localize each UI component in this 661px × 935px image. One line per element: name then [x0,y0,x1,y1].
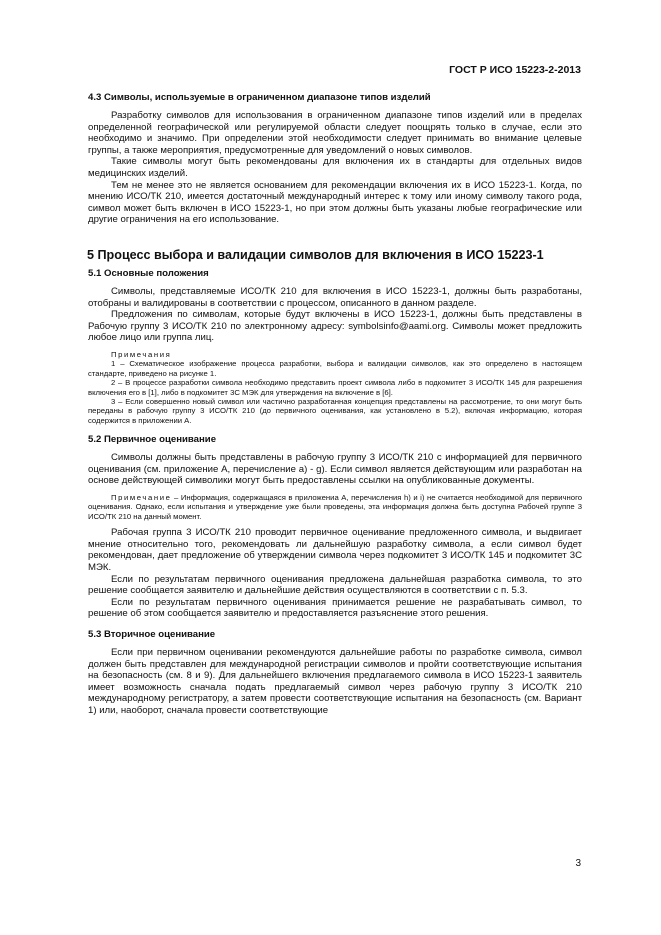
heading-5: 5 Процесс выбора и валидации символов для включения в ИСО 15223-1 [87,247,544,262]
note [88,493,582,521]
notes-title: Примечания [111,349,172,359]
paragraph: Если при первичном оценивании рекомендуются дальнейшие работы по разработке символа, символ должен быть представлен для международной регистрации символов и пройти соответствующие испытания на безопасность (см. 8 и 9). Для дальнейшего включения предлагаемого символа в ИСО 15223-1 заявитель имеет возможность сначала подать предлагаемый символ через рабочую группу 3 ИСО/ТК 210 международному регистратору, а затем провести соответствующие испытания на безопасность (см. Вариант 1) или, наоборот, сначала провести соответствующие [88,646,582,716]
paragraph: Если по результатам первичного оценивания принимается решение не разрабатывать символ, то решение об этом сообщается заявителю и предоставляется разъяснение этого решения. [88,596,582,620]
paragraph: Тем не менее это не является основанием для рекомендации включения их в ИСО 15223-1. Когда, по мнению ИСО/ТК 210, имеется достаточный международный интерес к тому или иному символу такого рода, символ может быть включен в ИСО 15223-1, но при этом должны быть указаны любые географические или другие ограничения на его использование. [88,179,582,226]
heading-5-3: 5.3 Вторичное оценивание [88,628,216,640]
page-content [88,92,582,716]
paragraph: Символы, представляемые ИСО/ТК 210 для включения в ИСО 15223-1, должны быть разработаны, отобраны и валидированы в соответствии с процессом, описанного в данном разделе. [88,285,582,309]
note-label: Примечание [111,492,172,502]
paragraph: Предложения по символам, которые будут включены в ИСО 15223-1, должны быть представлены в Рабочую группу 3 ИСО/ТК 210 по электронному адресу: symbolsinfo@aami.org. Символы может предложить любое лицо или группа лиц. [88,309,582,344]
note-3: 3 – Если совершенно новый символ или частично разработанная концепция представлены на рассмотрение, то они могут быть переданы в рабочую группу 3 ИСО/ТК 210 (до первичного оценивания, как установлено в 5.2), включая информацию, которая содержится в приложении А. [88,396,582,425]
paragraph: Символы должны быть представлены в рабочую группу 3 ИСО/ТК 210 с информацией для первичного оценивания (см. приложение А, перечисление а) - g). Если символ является действующим или разработан на основе действующей символики могут быть предоставлены ссылки на опубликованные документы. [88,452,582,487]
note-1: 1 – Схематическое изображение процесса разработки, выбора и валидации символов, как это определено в настоящем стандарте, приведено на рисунке 1. [88,359,582,378]
paragraph: Такие символы могут быть рекомендованы для включения их в стандарты для отдельных видов медицинских изделий. [88,156,582,179]
heading-4-3: 4.3 Символы, используемые в ограниченном диапазоне типов изделий [88,92,431,103]
paragraph: Если по результатам первичного оценивания предложена дальнейшая разработка символа, то это решение сообщается заявителю и дальнейшие действия осуществляются в соответствии с п. 5.3. [88,573,582,597]
note-text: – Информация, содержащаяся в приложениа А, перечисления h) и i) не считается необходимой для первичного оценивания. Однако, если испытания и утверждение уже были проведены, эта информация должна быть доступна Рабочей группе 3 ИСО/ТК 210 на данный момент. [88,492,582,521]
paragraph: Разработку символов для использования в ограниченном диапазоне типов изделий или в пределах определенной географической или регулируемой области следует поощрять только в случае, если это необходимо и значимо. При определении этой необходимости следует принимать во внимание целевые группы, а также мероприятия, предусмотренные для уведомлений о новых символов. [88,110,582,156]
heading-5-2: 5.2 Первичное оценивание [88,434,217,446]
paragraph: Рабочая группа 3 ИСО/ТК 210 проводит первичное оценивание предложенного символа, и выдвигает мнение относительно того, рекомендовать ли дальнейшую разработку символа, а если символ будет рекомендован, дает предложение об утверждении символа через подкомитет 3 ИСО/ТК 145 и подкомитет 3С МЭК. [88,527,582,573]
note-2: 2 – В процессе разработки символа необходимо представить проект символа либо в подкомитет 3 ИСО/ТК 145 для разрешения включения его в [1], либо в подкомитет 3С МЭК для утверждения на включение в [6]. [88,378,582,397]
heading-5-1: 5.1 Основные положения [88,267,209,279]
document-code-header: ГОСТ Р ИСО 15223-2-2013 [449,64,581,76]
page-number: 3 [575,858,581,869]
